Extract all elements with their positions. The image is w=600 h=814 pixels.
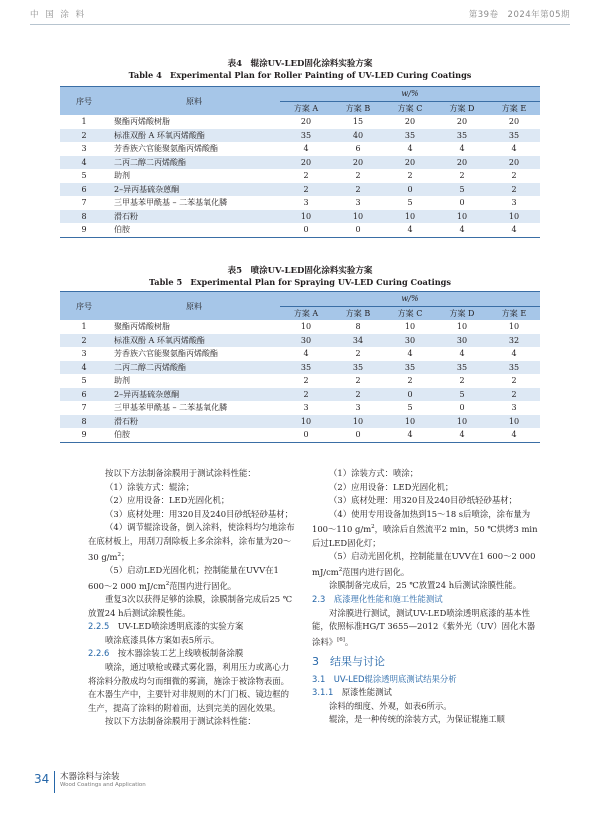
value-cell: 2 [459,171,465,181]
table4-caption-en: Table 4 Experimental Plan for Roller Painting of UV-LED Curing Coatings [128,70,472,80]
table5-caption [60,264,540,288]
value-cell: 2 [355,171,361,181]
value-cell: 40 [332,129,384,143]
table-row [60,115,540,129]
paragraph: 涂膜制备完成后，25 ℃放置24 h后测试涂膜性能。 [329,580,522,591]
material-name: 三甲基苯甲酰基 – 二苯基氧化膦 [114,403,228,413]
value-cell: 30 [280,334,332,348]
material-name: 2–异丙基硫杂蒽酮 [108,388,280,402]
section-heading-2-3: 2.3 底漆理化性能和施工性能测试 [312,593,443,604]
value-cell: 0 [332,428,384,442]
value-cell: 2 [488,183,540,197]
row-number: 8 [60,210,108,224]
row-number: 3 [81,349,87,359]
value-cell: 35 [436,129,488,143]
value-cell: 2 [459,376,465,386]
material-name: 聚酯丙烯酸树脂 [114,117,170,127]
table5-header-no: 序号 [60,292,108,321]
body-left-column [88,467,296,729]
row-number: 6 [60,183,108,197]
value-cell: 4 [303,349,309,359]
value-cell: 4 [436,428,488,442]
row-number: 4 [60,361,108,375]
value-cell: 35 [280,361,332,375]
value-cell: 0 [459,198,465,208]
table-row [60,361,540,375]
row-number: 5 [81,376,87,386]
header-divider [30,24,570,25]
row-number: 7 [81,198,87,208]
paragraph: （3）底材处理：用320目及240目砂纸轻砂基材； [105,508,294,519]
value-cell: 4 [511,144,517,154]
value-cell: 10 [332,210,384,224]
table5-caption-en: Table 5 Experimental Plan for Spraying UV-LED Curing Coatings [148,277,452,287]
paragraph: 涂料的细度、外观，如表6所示。 [329,700,452,711]
value-cell: 10 [456,322,468,332]
table5-header-unit: w/% [280,292,540,307]
value-cell: 4 [459,144,465,154]
value-cell: 10 [332,415,384,429]
paragraph: 对涂膜进行测试，测试UV-LED喷涂透明底漆的基本性能，依照标准HG/T 3655—2012《紫外光（UV）固化木器涂料》[6]。 [312,607,536,647]
table4-header-scheme: 方案 B [332,101,384,115]
value-cell: 4 [511,349,517,359]
value-cell: 15 [352,117,364,127]
value-cell: 10 [280,415,332,429]
paragraph: 喷涂底漆具体方案如表5所示。 [105,634,220,645]
table4 [60,86,540,238]
value-cell: 10 [280,210,332,224]
value-cell: 10 [300,322,312,332]
value-cell: 35 [384,361,436,375]
footer-journal-en: Wood Coatings and Application [60,782,146,788]
table4-header-scheme: 方案 E [488,101,540,115]
paragraph: 按以下方法制备涂膜用于测试涂料性能： [105,716,256,727]
material-name: 助剂 [114,376,130,386]
value-cell: 3 [511,403,517,413]
paragraph: （5）启动光固化机，控制能量在UVV在1 600～2 000 $mJ/cm^2$范围内进行固化。 [312,551,536,577]
value-cell: 3 [355,198,361,208]
table-row [60,156,540,170]
material-name: 聚酯丙烯酸树脂 [114,322,170,332]
running-header [30,6,570,24]
row-number: 2 [60,334,108,348]
value-cell: 6 [355,144,361,154]
value-cell: 2 [280,388,332,402]
value-cell: 3 [355,403,361,413]
value-cell: 20 [384,156,436,170]
value-cell: 0 [280,223,332,237]
value-cell: 0 [280,428,332,442]
table4-header-scheme: 方案 D [436,101,488,115]
paragraph: （4）使用专用设备加热到15～18 s后喷涂，涂布量为100～110 $g/m^2$，喷涂后自然流平2 min，50 ℃烘烤3 min后过LED固化灯； [312,508,538,548]
paragraph: （2）应用设备：LED光固化机； [105,495,230,506]
value-cell: 2 [511,376,517,386]
paragraph: （5）启动LED光固化机；控制能量在UVV在1 600～2 000 $mJ/cm^2$范围内进行固化。 [88,564,279,591]
value-cell: 35 [488,129,540,143]
table-row [60,183,540,197]
value-cell: 3 [303,198,309,208]
row-number: 9 [60,223,108,237]
material-name: 标准双酚 A 环氧丙烯酸酯 [108,129,280,143]
page-footer [30,768,230,798]
value-cell: 3 [303,403,309,413]
table-row [60,334,540,348]
value-cell: 2 [303,171,309,181]
paragraph: （3）底材处理：用320目及240目砂纸轻砂基材； [329,495,518,506]
value-cell: 10 [384,210,436,224]
table4-header-unit: w/% [280,87,540,102]
value-cell: 35 [384,129,436,143]
value-cell: 4 [488,428,540,442]
paragraph: 按以下方法制备涂膜用于测试涂料性能： [105,468,256,478]
value-cell: 0 [384,388,436,402]
value-cell: 2 [355,349,361,359]
value-cell: 34 [332,334,384,348]
table4-header-scheme: 方案 A [280,101,332,115]
material-name: 芳香族六官能聚氨酯丙烯酸酯 [114,349,218,359]
value-cell: 10 [488,415,540,429]
value-cell: 20 [436,156,488,170]
value-cell: 2 [488,388,540,402]
value-cell: 4 [407,144,413,154]
section-heading-3-1: 3.1 UV-LED辊涂透明底测试结果分析 [312,673,457,684]
table-row [60,428,540,442]
paragraph: 重复3次以获得足够的涂膜，涂膜制备完成后25 ℃放置24 h后测试涂膜性能。 [88,593,293,618]
paragraph: 辊涂，是一种传统的涂装方式，为保证辊施工顺 [329,714,505,725]
value-cell: 4 [436,223,488,237]
table4-header-no: 序号 [60,87,108,116]
value-cell: 2 [280,183,332,197]
paragraph: 喷涂，通过喷枪或碟式雾化器，利用压力或离心力将涂料分散成均匀而细微的雾滴，施涂于被涂物表面。在木器生产中，主要针对非规则的木门门板、镜边框的生产，提高了涂料的附着面，达到完美的固化效果。 [88,661,290,713]
table-row [60,374,540,388]
table5 [60,291,540,443]
value-cell: 35 [280,129,332,143]
row-number: 1 [81,117,87,127]
paragraph: （1）涂装方式：辊涂； [105,481,195,492]
value-cell: 4 [407,349,413,359]
value-cell: 2 [407,376,413,386]
value-cell: 8 [355,322,361,332]
table4-caption [60,57,540,81]
material-name: 伯胺 [108,428,280,442]
table4-header-scheme: 方案 C [384,101,436,115]
journal-name: 中 国 涂 料 [30,10,87,20]
table-row [60,388,540,402]
value-cell: 20 [456,117,468,127]
value-cell: 20 [404,117,416,127]
row-number: 4 [60,156,108,170]
footer-journal-cn: 木器涂料与涂装 [60,772,120,782]
table-row [60,415,540,429]
footer-divider [54,771,55,793]
section-heading-3-1-1: 3.1.1 原漆性能测试 [312,687,392,698]
value-cell: 35 [436,361,488,375]
material-name: 助剂 [114,171,130,181]
table5-header-scheme: 方案 A [280,306,332,320]
value-cell: 0 [384,183,436,197]
paragraph: （2）应用设备：LED光固化机； [329,481,454,492]
value-cell: 20 [488,156,540,170]
material-name: 伯胺 [108,223,280,237]
table4-caption-cn: 表4 辊涂UV-LED固化涂料实验方案 [227,59,373,69]
value-cell: 2 [303,376,309,386]
row-number: 1 [81,322,87,332]
table5-caption-cn: 表5 喷涂UV-LED固化涂料实验方案 [227,266,373,276]
value-cell: 20 [332,156,384,170]
table-row [60,320,540,334]
page-number: 34 [34,772,50,786]
value-cell: 5 [407,198,413,208]
value-cell: 2 [332,388,384,402]
value-cell: 20 [300,117,312,127]
value-cell: 10 [488,210,540,224]
value-cell: 0 [459,403,465,413]
value-cell: 2 [511,171,517,181]
row-number: 6 [60,388,108,402]
material-name: 滑石粉 [108,210,280,224]
table5-header-scheme: 方案 B [332,306,384,320]
value-cell: 35 [332,361,384,375]
value-cell: 5 [436,388,488,402]
value-cell: 4 [488,223,540,237]
value-cell: 5 [407,403,413,413]
section-heading-2-2-5: 2.2.5 UV-LED喷涂透明底漆的实验方案 [88,621,244,632]
issue-info: 第39卷 2024年第05期 [468,10,570,20]
value-cell: 10 [436,210,488,224]
value-cell: 20 [508,117,520,127]
table-row [60,129,540,143]
table-row [60,142,540,156]
table5-header-scheme: 方案 E [488,306,540,320]
material-name: 二丙二醇二丙烯酸酯 [108,361,280,375]
material-name: 标准双酚 A 环氧丙烯酸酯 [108,334,280,348]
material-name: 芳香族六官能聚氨酯丙烯酸酯 [114,144,218,154]
row-number: 3 [81,144,87,154]
value-cell: 4 [384,223,436,237]
value-cell: 10 [508,322,520,332]
section-heading-3: 3 结果与讨论 [312,655,385,669]
paragraph: （1）涂装方式：喷涂； [329,468,419,478]
paragraph: （4）调节辊涂设备，倒入涂料，使涂料均匀地涂布在底材板上，用刮刀刮除板上多余涂料，涂布量为20～30 $g/m^2$； [88,522,295,562]
value-cell: 3 [511,198,517,208]
table-row [60,223,540,237]
row-number: 5 [81,171,87,181]
table-row [60,401,540,415]
table-row [60,210,540,224]
material-name: 二丙二醇二丙烯酸酯 [108,156,280,170]
row-number: 2 [60,129,108,143]
value-cell: 10 [436,415,488,429]
material-name: 三甲基苯甲酰基 – 二苯基氧化膦 [114,198,228,208]
value-cell: 2 [355,376,361,386]
table5-header-scheme: 方案 D [436,306,488,320]
material-name: 滑石粉 [108,415,280,429]
value-cell: 10 [384,415,436,429]
value-cell: 0 [332,223,384,237]
value-cell: 35 [488,361,540,375]
value-cell: 4 [303,144,309,154]
row-number: 7 [81,403,87,413]
row-number: 8 [60,415,108,429]
row-number: 9 [60,428,108,442]
table5-header-material: 原料 [108,292,280,321]
section-heading-2-2-6: 2.2.6 按木器涂装工艺上线喷板制备涂膜 [88,648,244,659]
table-row [60,347,540,361]
body-right-column [312,467,540,727]
material-name: 2–异丙基硫杂蒽酮 [108,183,280,197]
value-cell: 10 [404,322,416,332]
value-cell: 20 [280,156,332,170]
table4-header-material: 原料 [108,87,280,116]
table-row [60,169,540,183]
value-cell: 4 [459,349,465,359]
value-cell: 32 [488,334,540,348]
value-cell: 30 [384,334,436,348]
value-cell: 2 [332,183,384,197]
value-cell: 4 [384,428,436,442]
table-row [60,196,540,210]
value-cell: 2 [407,171,413,181]
value-cell: 5 [436,183,488,197]
table5-header-scheme: 方案 C [384,306,436,320]
value-cell: 30 [436,334,488,348]
